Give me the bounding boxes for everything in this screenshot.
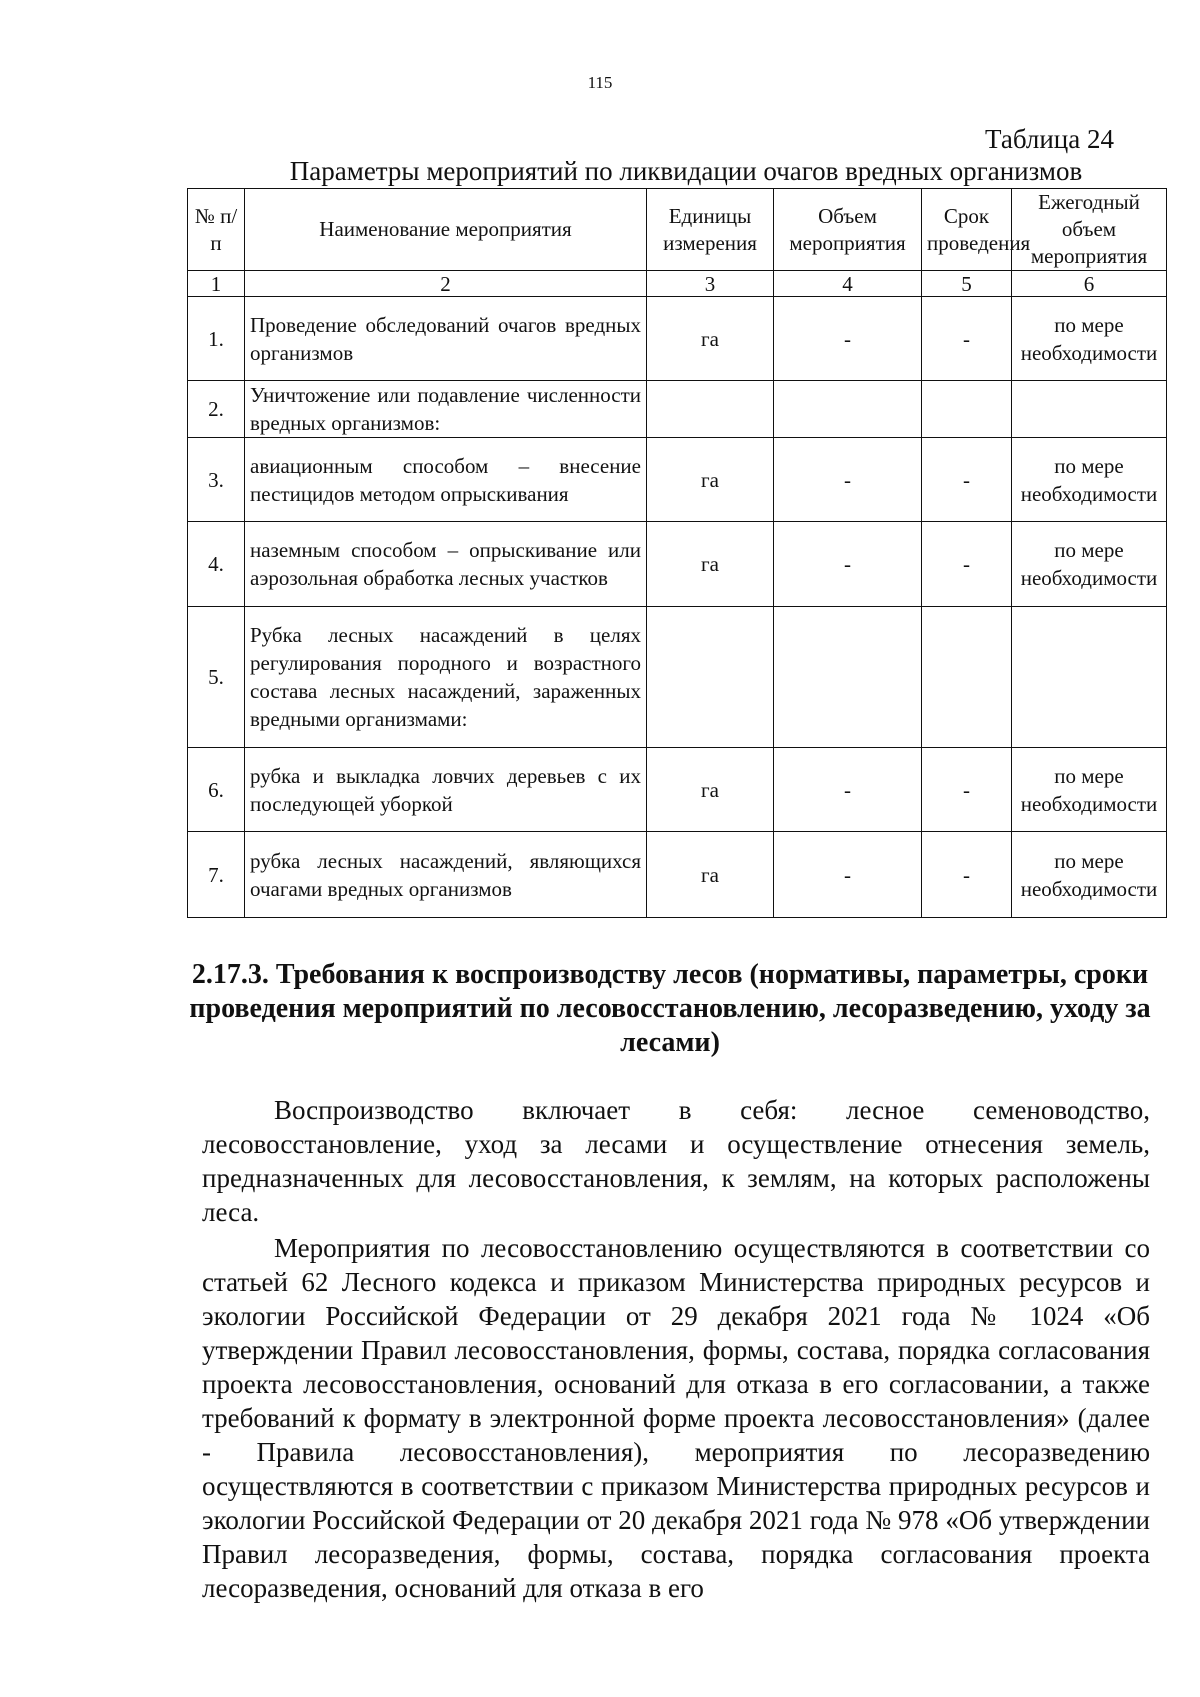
row-name: Проведение обследований очагов вредных организмов bbox=[245, 297, 647, 381]
table-row bbox=[188, 607, 1167, 748]
table-row bbox=[188, 748, 1167, 832]
row-volume bbox=[774, 607, 922, 748]
table-row bbox=[188, 381, 1167, 438]
table-label: Таблица 24 bbox=[985, 124, 1114, 154]
column-number: 5 bbox=[922, 271, 1012, 297]
column-number-row bbox=[188, 271, 1167, 297]
section-heading: 2.17.3. Требования к воспроизводству лесов (нормативы, параметры, сроки проведения мероприятий по лесовосстановлению, лесоразведению, уходу за лесами) bbox=[189, 959, 1151, 1058]
column-number: 4 bbox=[774, 271, 922, 297]
row-volume: - bbox=[774, 748, 922, 832]
row-name: рубка лесных насаждений, являющихся очагами вредных организмов bbox=[245, 832, 647, 918]
row-num: 7. bbox=[188, 832, 245, 918]
row-annual bbox=[1012, 381, 1167, 438]
table-header-row bbox=[188, 189, 1167, 271]
row-volume: - bbox=[774, 522, 922, 607]
row-volume: - bbox=[774, 297, 922, 381]
row-annual: по мере необходимости bbox=[1012, 297, 1167, 381]
row-num: 4. bbox=[188, 522, 245, 607]
row-term bbox=[922, 381, 1012, 438]
row-name: авиационным способом – внесение пестицидов методом опрыскивания bbox=[245, 438, 647, 522]
column-number: 3 bbox=[647, 271, 774, 297]
table-row bbox=[188, 297, 1167, 381]
row-term: - bbox=[922, 438, 1012, 522]
row-term: - bbox=[922, 748, 1012, 832]
row-unit: га bbox=[647, 832, 774, 918]
row-term: - bbox=[922, 297, 1012, 381]
column-number: 1 bbox=[188, 271, 245, 297]
row-unit: га bbox=[647, 438, 774, 522]
row-name: наземным способом – опрыскивание или аэрозольная обработка лесных участков bbox=[245, 522, 647, 607]
row-unit: га bbox=[647, 748, 774, 832]
table-row bbox=[188, 438, 1167, 522]
row-volume bbox=[774, 381, 922, 438]
row-unit: га bbox=[647, 522, 774, 607]
header-term: Срок проведения bbox=[922, 189, 1012, 271]
row-num: 2. bbox=[188, 381, 245, 438]
row-num: 6. bbox=[188, 748, 245, 832]
column-number: 2 bbox=[245, 271, 647, 297]
row-annual: по мере необходимости bbox=[1012, 748, 1167, 832]
row-volume: - bbox=[774, 832, 922, 918]
row-term bbox=[922, 607, 1012, 748]
header-unit: Единицы измерения bbox=[647, 189, 774, 271]
table-row bbox=[188, 522, 1167, 607]
row-num: 5. bbox=[188, 607, 245, 748]
table-title: Параметры мероприятий по ликвидации очагов вредных организмов bbox=[289, 156, 1083, 186]
header-volume: Объем мероприятия bbox=[774, 189, 922, 271]
row-name: рубка и выкладка ловчих деревьев с их последующей уборкой bbox=[245, 748, 647, 832]
row-num: 3. bbox=[188, 438, 245, 522]
row-term: - bbox=[922, 522, 1012, 607]
row-annual bbox=[1012, 607, 1167, 748]
row-unit: га bbox=[647, 297, 774, 381]
column-number: 6 bbox=[1012, 271, 1167, 297]
row-annual: по мере необходимости bbox=[1012, 832, 1167, 918]
row-volume: - bbox=[774, 438, 922, 522]
row-name: Уничтожение или подавление численности вредных организмов: bbox=[245, 381, 647, 438]
row-annual: по мере необходимости bbox=[1012, 522, 1167, 607]
row-term: - bbox=[922, 832, 1012, 918]
body-paragraph: Мероприятия по лесовосстановлению осуществляются в соответствии со статьей 62 Лесного кодекса и приказом Министерства природных ресурсов и экологии Российской Федерации от 29 декабря 2021 года № 1024 «Об утверждении Правил лесовосстановления, формы, состава, порядка согласования проекта лесовосстановления, оснований для отказа в его согласовании, а также требований к формату в электронной форме проекта лесовосстановления» (далее - Правила лесовосстановления), мероприятия по лесоразведению осуществляются в соответствии с приказом Министерства природных ресурсов и экологии Российской Федерации от 20 декабря 2021 года № 978 «Об утверждении Правил лесоразведения, формы, состава, порядка согласования проекта лесоразведения, оснований для отказа в его bbox=[202, 1233, 1150, 1603]
header-annual: Ежегодный объем мероприятия bbox=[1012, 189, 1167, 271]
page-number: 115 bbox=[587, 73, 613, 92]
row-num: 1. bbox=[188, 297, 245, 381]
row-name: Рубка лесных насаждений в целях регулирования породного и возрастного состава лесных насаждений, зараженных вредными организмами: bbox=[245, 607, 647, 748]
table-row bbox=[188, 832, 1167, 918]
body-text bbox=[202, 1093, 1150, 1607]
body-paragraph: Воспроизводство включает в себя: лесное семеноводство, лесовосстановление, уход за лесами и осуществление отнесения земель, предназначенных для лесовосстановления, к землям, на которых расположены леса. bbox=[202, 1095, 1150, 1227]
row-annual: по мере необходимости bbox=[1012, 438, 1167, 522]
header-name: Наименование мероприятия bbox=[245, 189, 647, 271]
measures-table bbox=[187, 188, 1167, 918]
row-unit bbox=[647, 381, 774, 438]
header-num: № п/п bbox=[188, 189, 245, 271]
row-unit bbox=[647, 607, 774, 748]
